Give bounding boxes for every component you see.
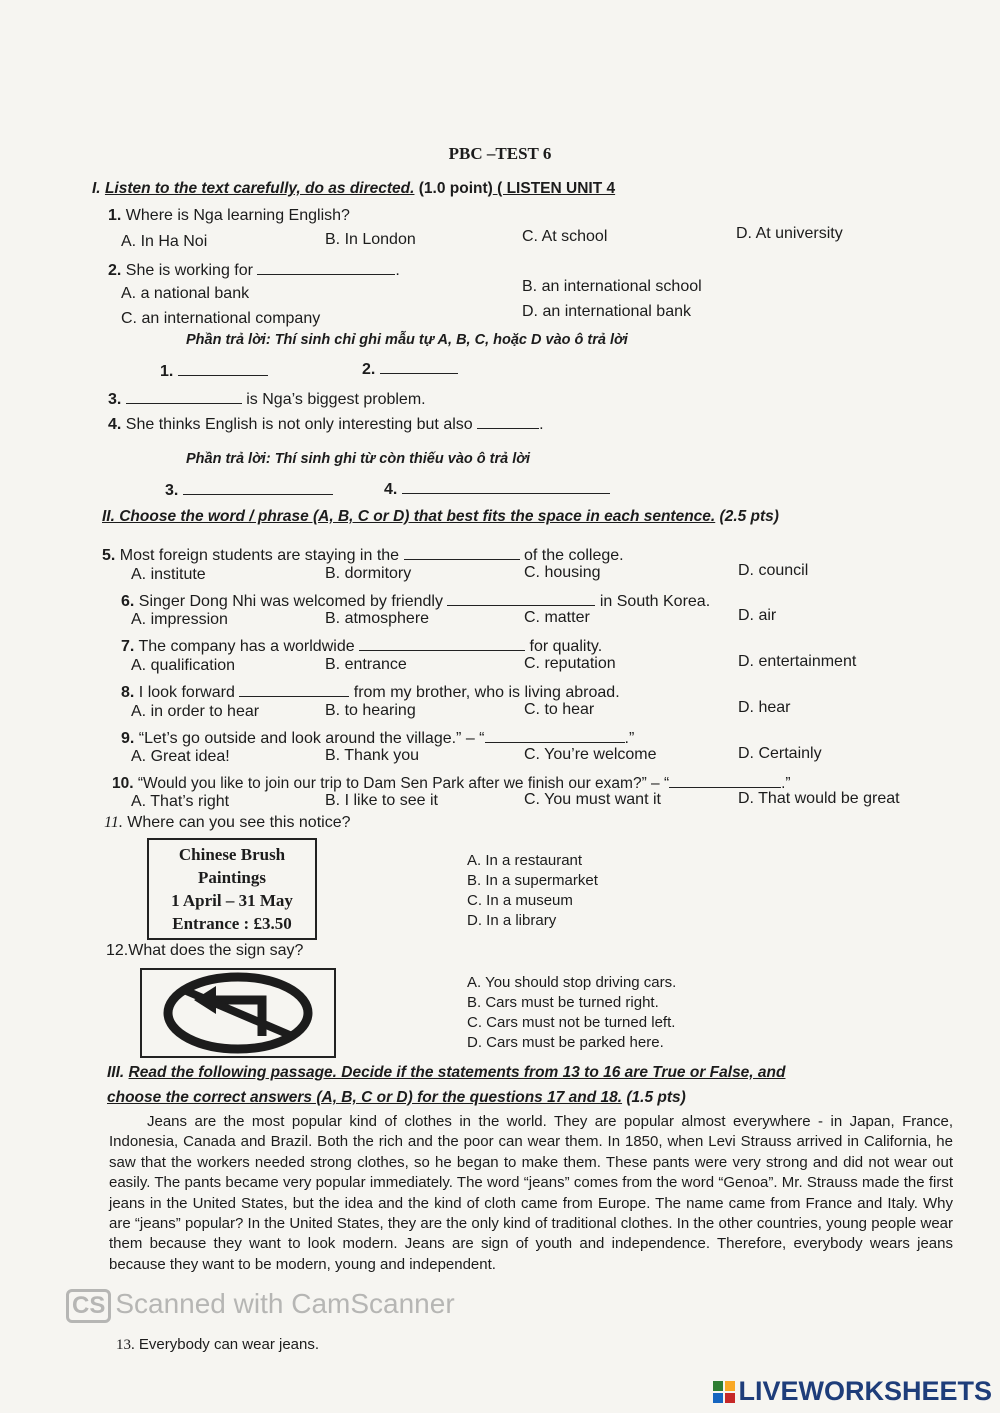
notice-line-2: Paintings — [197, 868, 267, 887]
q7-option-d[interactable]: D. entertainment — [738, 653, 857, 670]
answer-4-blank[interactable] — [402, 479, 610, 494]
question-7-text: The company has a worldwide — [138, 638, 355, 655]
camscanner-logo: CS — [66, 1289, 111, 1323]
section-1-points: (1.0 point) — [414, 180, 493, 197]
question-5-text-end: of the college. — [523, 547, 624, 564]
q1-option-a[interactable]: A. In Ha Noi — [121, 233, 208, 250]
q5-option-d[interactable]: D. council — [738, 562, 809, 579]
section-3-text-1: Read the following passage. Decide if the statements from 13 to 16 are True or False, and — [128, 1064, 786, 1081]
q12-option-c[interactable]: C. Cars must not be turned left. — [467, 1014, 676, 1031]
answer-slot-4 — [384, 479, 610, 499]
q8-option-c[interactable]: C. to hear — [524, 701, 595, 718]
question-4-blank[interactable] — [477, 414, 539, 429]
question-3-number: 3. — [108, 391, 122, 408]
q6-option-b[interactable]: B. atmosphere — [325, 610, 430, 627]
question-2-end: . — [395, 262, 400, 279]
question-4-end: . — [539, 416, 544, 433]
no-left-turn-icon — [142, 970, 334, 1056]
q12-option-d[interactable]: D. Cars must be parked here. — [467, 1034, 664, 1051]
question-3 — [108, 389, 426, 409]
q6-option-a[interactable]: A. impression — [131, 611, 228, 628]
liveworksheets-text: LIVEWORKSHEETS — [738, 1376, 992, 1406]
q7-option-a[interactable]: A. qualification — [131, 657, 236, 674]
q11-option-c[interactable]: C. In a museum — [467, 892, 573, 909]
answer-slot-1-label: 1. — [160, 363, 174, 380]
section-1-tag: ( LISTEN UNIT 4 — [492, 180, 616, 197]
question-11-number: 11. — [104, 814, 123, 831]
answer-slot-4-label: 4. — [384, 481, 398, 498]
answer-hint-2: Phần trả lời: Thí sinh ghi từ còn thiếu vào ô trả lời — [186, 451, 531, 467]
question-5 — [102, 545, 624, 565]
q6-option-d[interactable]: D. air — [738, 607, 777, 624]
question-1-text: Where is Nga learning English? — [125, 207, 350, 224]
answer-slot-2-label: 2. — [362, 361, 376, 378]
notice-box — [147, 838, 317, 940]
question-4-number: 4. — [108, 416, 122, 433]
q10-option-a[interactable]: A. That’s right — [131, 793, 230, 810]
section-1-text: Listen to the text carefully, do as directed. — [104, 180, 415, 197]
question-11-text: Where can you see this notice? — [127, 814, 351, 831]
question-13-number: 13. — [116, 1337, 135, 1353]
q12-option-b[interactable]: B. Cars must be turned right. — [467, 994, 659, 1011]
q5-option-c[interactable]: C. housing — [524, 564, 601, 581]
q8-option-a[interactable]: A. in order to hear — [131, 703, 260, 720]
question-3-blank[interactable] — [126, 389, 242, 404]
question-7-number: 7. — [121, 638, 135, 655]
answer-1-blank[interactable] — [178, 361, 268, 376]
answer-3-blank[interactable] — [183, 480, 333, 495]
camscanner-text: Scanned with CamScanner — [115, 1288, 455, 1319]
question-1-number: 1. — [108, 207, 122, 224]
question-2-text: She is working for — [125, 262, 253, 279]
section-3-points: (1.5 pts) — [622, 1089, 686, 1106]
question-13 — [116, 1336, 319, 1354]
reading-passage: Jeans are the most popular kind of clothes in the world. They are popular almost everywhere - in Japan, France, Indonesia, Canada and Brazil. Both the rich and the poor can wear them. In 1850, when Levi Strauss arrived in California, he saw that the workers needed strong clothes, so he began to make them. These pants were very strong and did not wear out easily. The pants became very popular immediately. The word “jeans” comes from the word “Genoa”. Mr. Strauss made the first jeans in the United States, but the idea and the kind of cloth came from Europe. The name came from France and Italy. Why are “jeans” popular? In the United States, they are the only kind of traditional clothes. In the other countries, young people wear them because they want to look modern. Jeans are sign of youth and independence. Therefore, everybody wears jeans because they want to be modern, young and independent. — [109, 1113, 953, 1273]
question-5-text: Most foreign students are staying in the — [119, 547, 400, 564]
question-6 — [121, 591, 710, 611]
section-1-number: I. — [92, 180, 101, 197]
q2-option-c[interactable]: C. an international company — [121, 310, 321, 327]
answer-slot-2 — [362, 359, 458, 379]
q10-option-d[interactable]: D. That would be great — [738, 790, 900, 807]
section-1-heading — [92, 180, 615, 198]
question-10-blank[interactable] — [669, 773, 781, 788]
q8-option-d[interactable]: D. hear — [738, 699, 791, 716]
section-3-text-2: choose the correct answers (A, B, C or D) for the questions 17 and 18. — [107, 1089, 623, 1106]
question-1 — [108, 207, 350, 225]
question-11 — [104, 814, 351, 832]
section-3-heading-line-1 — [107, 1064, 785, 1082]
q7-option-b[interactable]: B. entrance — [325, 656, 407, 673]
no-left-turn-sign — [140, 968, 336, 1058]
question-9-text-end: .” — [624, 730, 635, 747]
question-2-number: 2. — [108, 262, 122, 279]
question-2-blank[interactable] — [257, 260, 395, 275]
q5-option-b[interactable]: B. dormitory — [325, 565, 412, 582]
q6-option-c[interactable]: C. matter — [524, 609, 590, 626]
question-9-number: 9. — [121, 730, 135, 747]
question-6-number: 6. — [121, 593, 135, 610]
question-7-text-end: for quality. — [529, 638, 603, 655]
q5-option-a[interactable]: A. institute — [131, 566, 206, 583]
section-2-heading — [102, 508, 779, 526]
question-6-text: Singer Dong Nhi was welcomed by friendly — [138, 593, 443, 610]
question-13-text: Everybody can wear jeans. — [138, 1336, 320, 1353]
q9-option-d[interactable]: D. Certainly — [738, 745, 822, 762]
question-5-number: 5. — [102, 547, 116, 564]
answer-hint-1: Phần trả lời: Thí sinh chỉ ghi mẫu tự A, B, C, hoặc D vào ô trả lời — [186, 332, 628, 348]
question-5-blank[interactable] — [404, 545, 520, 560]
answer-slot-3-label: 3. — [165, 482, 179, 499]
q1-option-c[interactable]: C. At school — [522, 228, 608, 245]
notice-line-4: Entrance : £3.50 — [172, 914, 292, 933]
q11-option-a[interactable]: A. In a restaurant — [467, 852, 583, 869]
q10-option-c[interactable]: C. You must want it — [524, 791, 661, 808]
q12-option-a[interactable]: A. You should stop driving cars. — [467, 974, 677, 991]
answer-slot-1 — [160, 361, 268, 381]
answer-2-blank[interactable] — [380, 359, 458, 374]
question-4-text: She thinks English is not only interesting but also — [125, 416, 473, 433]
question-2 — [108, 260, 400, 280]
camscanner-watermark — [66, 1288, 455, 1323]
liveworksheets-logo-icon — [713, 1381, 735, 1403]
q9-option-a[interactable]: A. Great idea! — [131, 748, 230, 765]
q2-option-b[interactable]: B. an international school — [522, 278, 702, 295]
liveworksheets-brand — [713, 1376, 992, 1407]
section-3-heading-line-2 — [107, 1089, 686, 1107]
section-3-number: III. — [107, 1064, 125, 1081]
page-title: PBC –TEST 6 — [448, 144, 552, 163]
answer-slot-3 — [165, 480, 333, 500]
q10-option-b[interactable]: B. I like to see it — [325, 792, 438, 809]
q11-option-b[interactable]: B. In a supermarket — [467, 872, 598, 889]
q9-option-c[interactable]: C. You’re welcome — [524, 746, 657, 763]
question-7-blank[interactable] — [359, 636, 525, 651]
notice-line-3: 1 April – 31 May — [171, 891, 293, 910]
notice-line-1: Chinese Brush — [178, 845, 286, 864]
question-4 — [108, 414, 544, 434]
question-8-text: I look forward — [138, 684, 235, 701]
question-10-text: “Would you like to join our trip to Dam Sen Park after we finish our exam?” – “ — [137, 775, 670, 792]
question-6-text-end: in South Korea. — [599, 593, 711, 610]
question-10 — [112, 773, 791, 793]
question-9-blank[interactable] — [485, 728, 625, 743]
question-8-text-end: from my brother, who is living abroad. — [353, 684, 620, 701]
question-12: 12.What does the sign say? — [106, 942, 304, 959]
q2-option-d[interactable]: D. an international bank — [522, 303, 691, 320]
q7-option-c[interactable]: C. reputation — [524, 655, 616, 672]
q1-option-b[interactable]: B. In London — [325, 231, 416, 248]
question-10-text-end: .” — [781, 775, 791, 792]
q8-option-b[interactable]: B. to hearing — [325, 702, 416, 719]
q2-option-a[interactable]: A. a national bank — [121, 285, 250, 302]
q9-option-b[interactable]: B. Thank you — [325, 747, 419, 764]
section-2-text: II. Choose the word / phrase (A, B, C or D) that best fits the space in each sentence. — [102, 508, 716, 525]
question-10-number: 10. — [112, 775, 134, 792]
question-9 — [121, 728, 634, 748]
question-8-number: 8. — [121, 684, 135, 701]
question-9-text: “Let’s go outside and look around the village.” – “ — [138, 730, 485, 747]
question-6-blank[interactable] — [447, 591, 595, 606]
question-3-text: is Nga’s biggest problem. — [246, 391, 426, 408]
question-8-blank[interactable] — [239, 682, 349, 697]
q11-option-d[interactable]: D. In a library — [467, 912, 557, 929]
question-7 — [121, 636, 602, 656]
question-8 — [121, 682, 620, 702]
section-2-points: (2.5 pts) — [715, 508, 779, 525]
q1-option-d[interactable]: D. At university — [736, 225, 843, 242]
